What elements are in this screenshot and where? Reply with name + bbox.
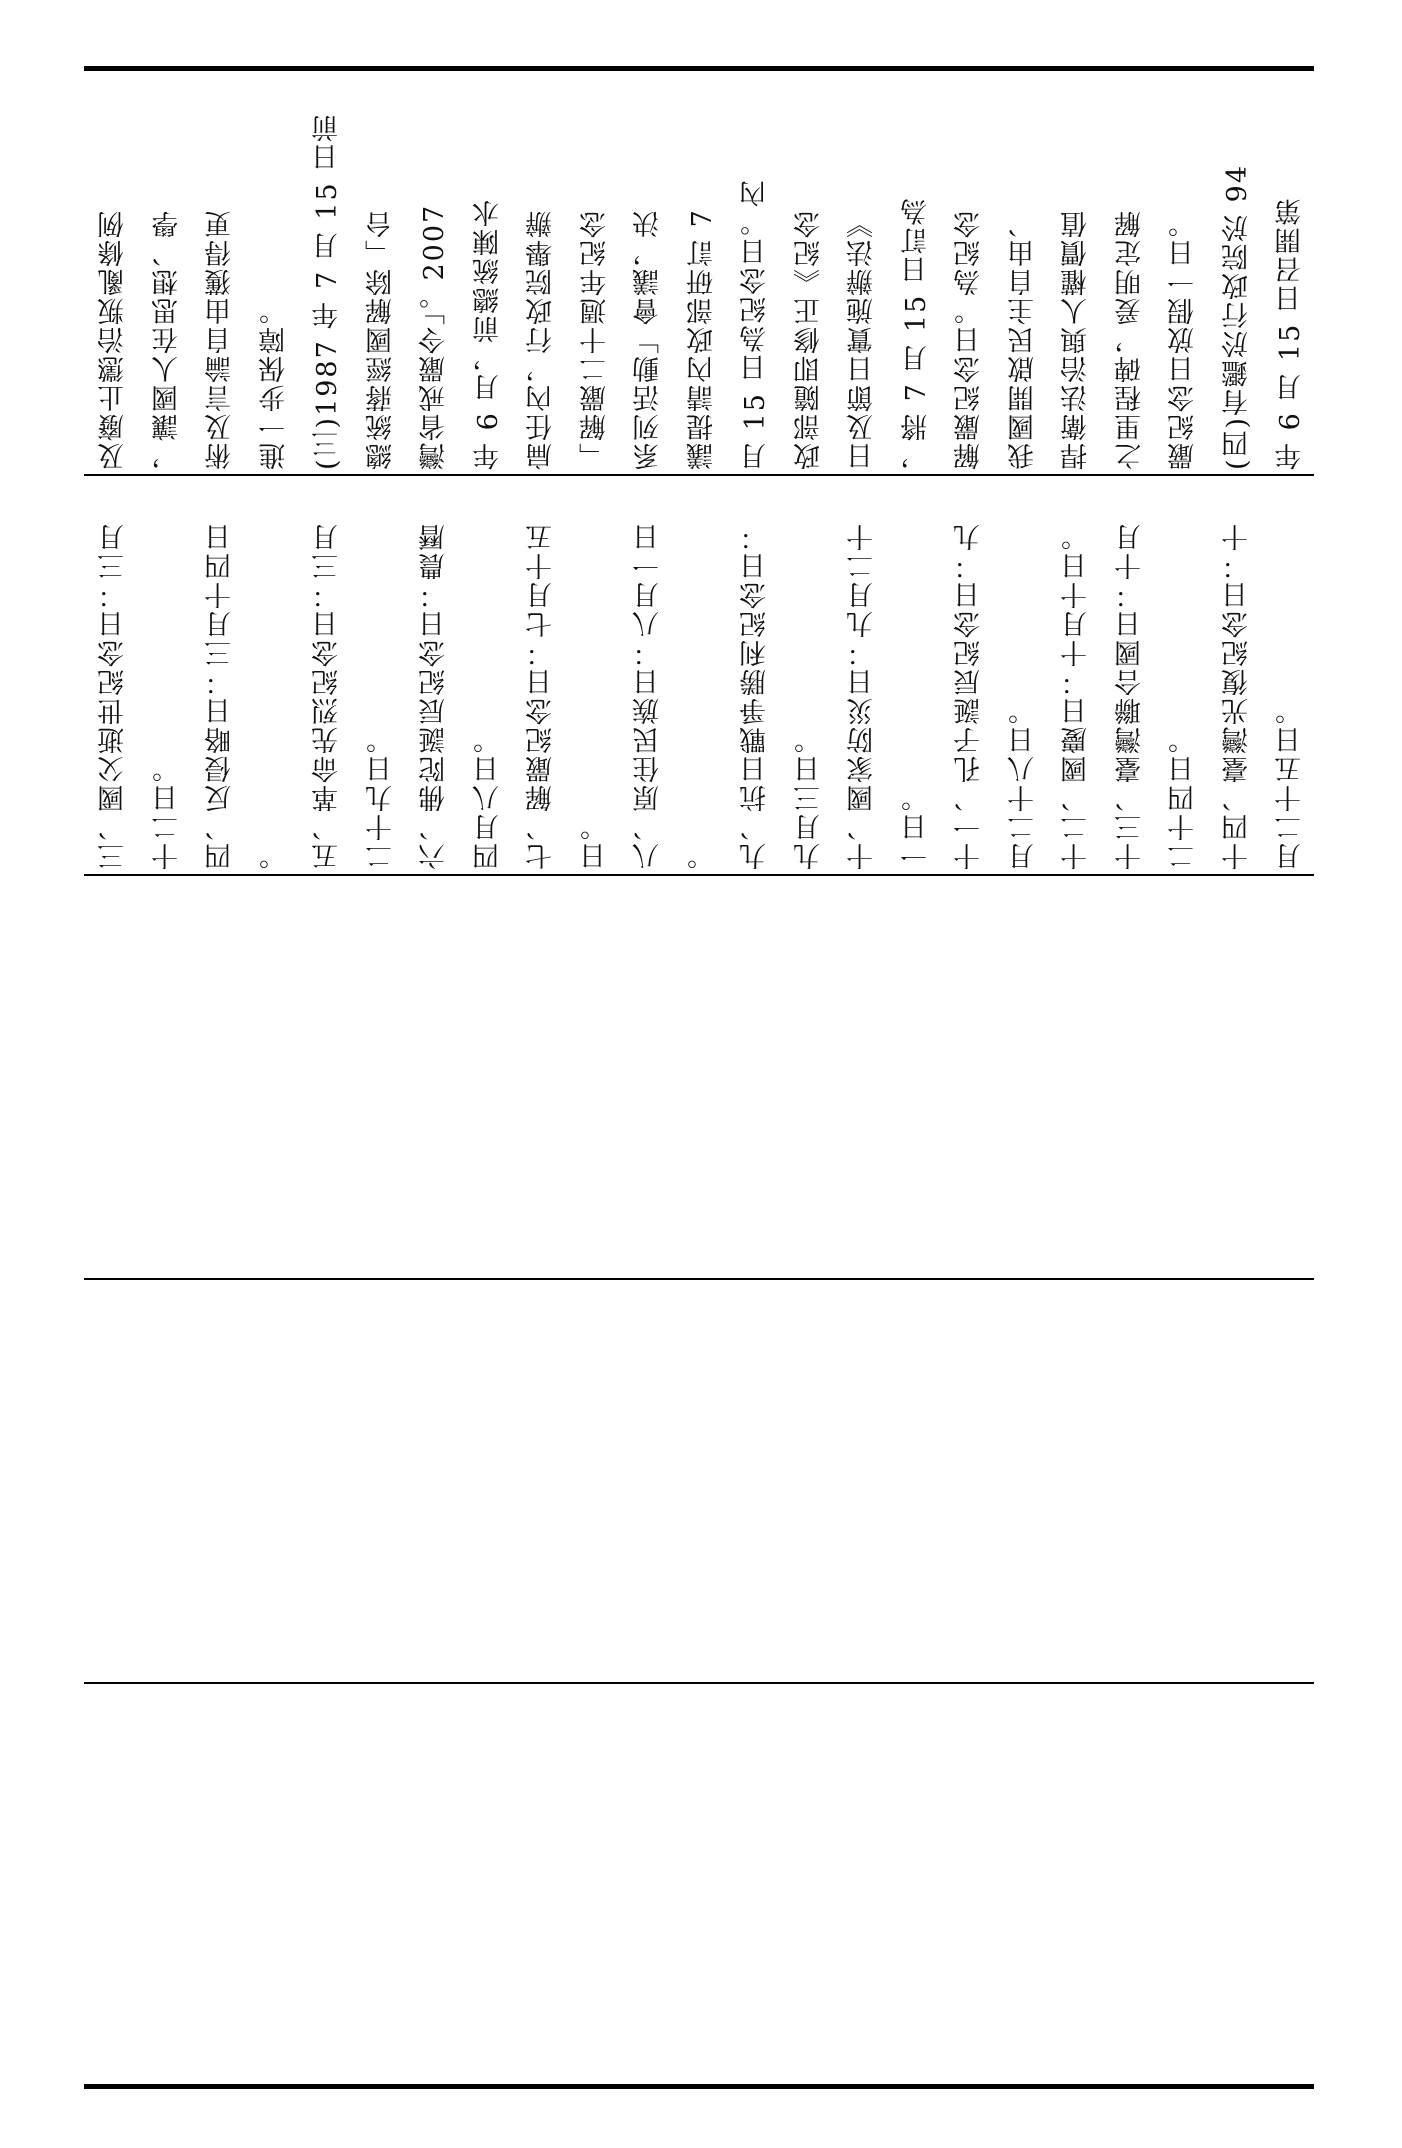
text-line: 七、解嚴紀念日：七月十五 [526,522,557,870]
text-line: ，將 7 月 15 日訂為 [900,196,932,470]
text-line: 扁任內，行政院舉辦 [526,209,557,470]
text-line: 進一步保障。 [258,296,290,470]
empty-section-1 [84,880,1314,1276]
text-line: 之里程碑，爰明定解 [1114,209,1146,470]
text-line: (四)有鑑於行政院於 94 [1221,163,1253,470]
text-line: 術及言論自由獲得更 [205,209,236,470]
empty-section-3 [84,1688,1314,2082]
text-line: 系列活動」會議，決 [633,209,664,470]
text-line: 九月三日。 [793,725,825,870]
text-line: 五、革命先烈紀念日：三月 [312,522,343,870]
text-line: 四、反侵略日：三月十四日 [205,522,236,870]
empty-section-2 [84,1284,1314,1680]
text-line: 二十四日。 [1168,725,1199,870]
bottom-rule [84,2084,1314,2089]
text-line: 四月八日。 [472,725,504,870]
text-line: (三)1987 年 7 月 15 日前 [312,112,343,470]
rule-3 [84,1278,1314,1280]
text-line: 一日。 [900,783,932,870]
text-line: 議提請內政部研訂 7 [686,208,718,470]
text-line: 二十九日。 [365,725,397,870]
text-line: 政部隨即修正《紀念 [793,209,825,470]
text-line: 十、國家防災日：九月二十 [847,522,878,870]
text-line: 「解嚴二十週年紀念 [579,209,611,470]
text-line: 月 15 日為紀念日。內 [740,178,771,470]
text-line: 八、原住民族日：八月一日 [633,522,664,870]
text-line: 月二十八日。 [1007,696,1039,870]
text-line: 嚴紀念日放假一日。 [1168,209,1199,470]
text-line: ，讓國人在思想、學 [151,209,183,470]
text-line: 三、國父逝世紀念日：三月 [98,522,129,870]
text-line: 灣省戒嚴令」。2007 [419,203,450,470]
text-line: 十一、孔子誕辰紀念日：九 [954,522,985,870]
text-line: 十三、臺灣聯合國日：十月 [1114,522,1146,870]
text-line: 十二、國慶日：十月十日。 [1061,522,1092,870]
text-line: 年 6 月，前總統陳水 [472,197,504,470]
text-line: 月二十五日。 [1275,696,1306,870]
text-line: 。 [258,841,290,870]
text-line: 解嚴紀念日。為紀念 [954,209,985,470]
text-line: 捍衛法治與人權價值 [1061,209,1092,470]
text-line: 九、抗日戰爭勝利紀念日： [740,522,771,870]
text-line: 十二日。 [151,754,183,870]
rule-4 [84,1682,1314,1684]
memorial-days-list [84,480,1314,870]
text-line: 我國開啟民主自由、 [1007,209,1039,470]
rule-1 [84,474,1314,476]
text-line: 。 [686,841,718,870]
explanation-section [84,74,1314,470]
text-line: 十四、臺灣光復紀念日：十 [1221,522,1253,870]
text-line: 六、佛陀誕辰紀念日：農曆 [419,522,450,870]
text-line: 日及節日實施辦法》 [847,209,878,470]
top-rule [84,66,1314,71]
text-line: 年 6 月 15 日召開第 [1275,196,1306,470]
text-line: 總統蔣經國解除「台 [365,209,397,470]
text-line: 日。 [579,812,611,870]
rule-2 [84,874,1314,876]
text-line: 及廢止懲治叛亂條例 [98,209,129,470]
